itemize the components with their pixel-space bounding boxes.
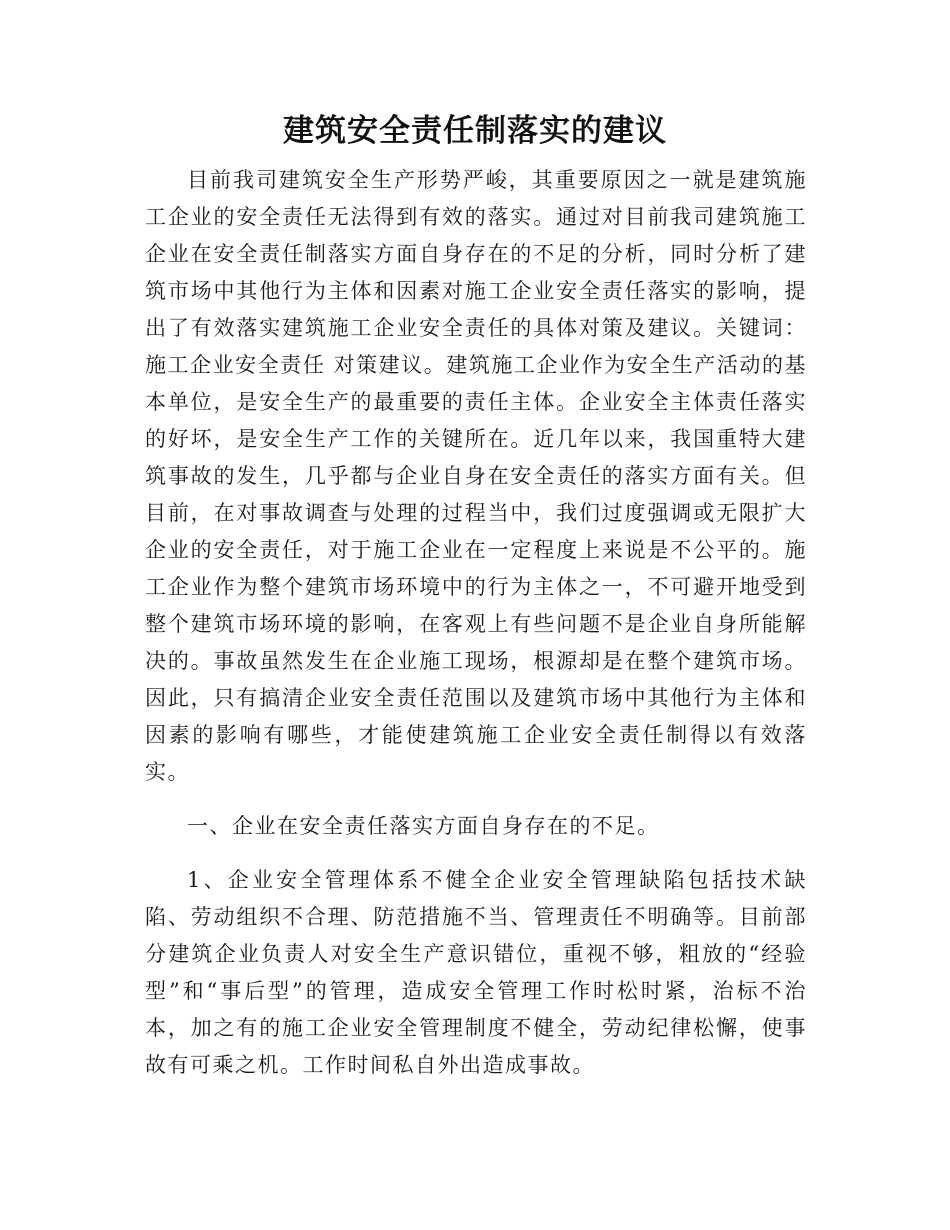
paragraph-section-heading: 一、企业在安全责任落实方面自身存在的不足。 — [187, 814, 660, 838]
paragraph-point-1: 1、企业安全管理体系不健全企业安全管理缺陷包括技术缺陷、劳动组织不合理、防范措施不当、管理责任不明确等。目前部分建筑企业负责人对安全生产意识错位，重视不够，粗放的“经验型”和“事后型”的管理，造成安全管理工作时松时紧，治标不治本，加之有的施工企业安全管理制度不健全，劳动纪律松懈，使事故有可乘之机。工作时间私自外出造成事故。 — [145, 868, 807, 1077]
document-title: 建筑安全责任制落实的建议 — [283, 113, 667, 149]
document-body — [145, 162, 807, 1084]
paragraph-intro: 目前我司建筑安全生产形势严峻，其重要原因之一就是建筑施工企业的安全责任无法得到有效的落实。通过对目前我司建筑施工企业在安全责任制落实方面自身存在的不足的分析，同时分析了建筑市场中其他行为主体和因素对施工企业安全责任落实的影响，提出了有效落实建筑施工企业安全责任的具体对策及建议。关键词：施工企业安全责任 对策建议。建筑施工企业作为安全生产活动的基本单位，是安全生产的最重要的责任主体。企业安全主体责任落实的好坏，是安全生产工作的关键所在。近几年以来，我国重特大建筑事故的发生，几乎都与企业自身在安全责任的落实方面有关。但目前，在对事故调查与处理的过程当中，我们过度强调或无限扩大企业的安全责任，对于施工企业在一定程度上来说是不公平的。施工企业作为整个建筑市场环境中的行为主体之一，不可避开地受到整个建筑市场环境的影响，在客观上有些问题不是企业自身所能解决的。事故虽然发生在企业施工现场，根源却是在整个建筑市场。因此，只有搞清企业安全责任范围以及建筑市场中其他行为主体和因素的影响有哪些，才能使建筑施工企业安全责任制得以有效落实。 — [145, 168, 807, 784]
